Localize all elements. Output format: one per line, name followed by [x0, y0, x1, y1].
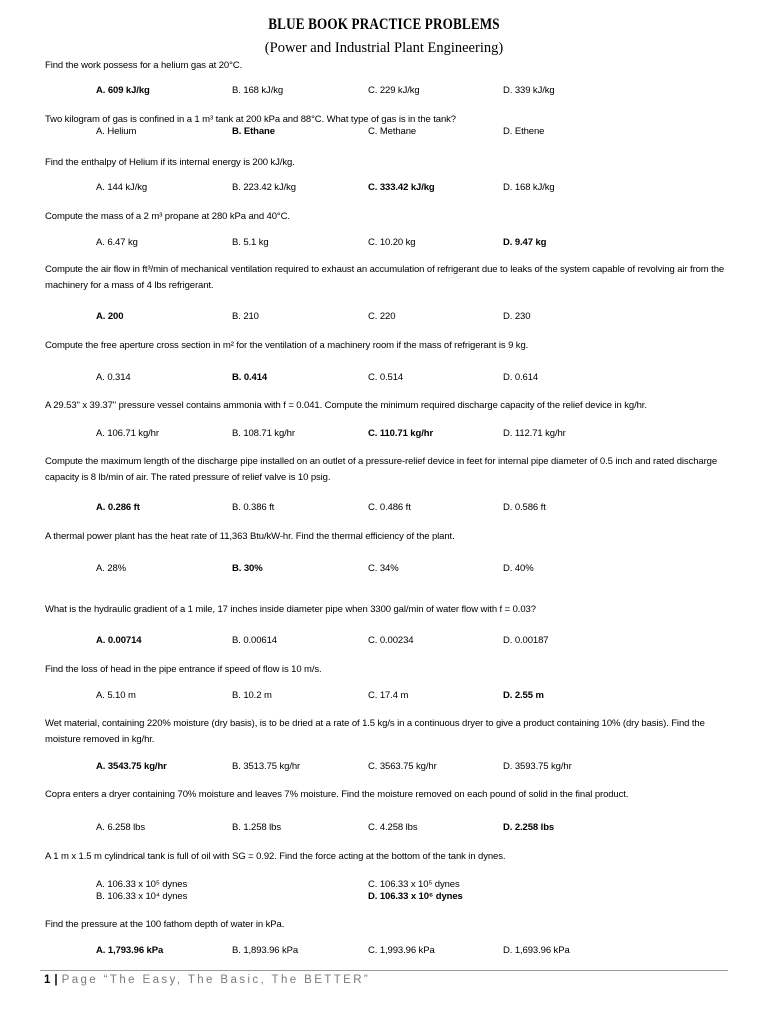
question-3-option-b[interactable]: B. 223.42 kJ/kg [232, 182, 296, 193]
question-3-option-c[interactable]: C. 333.42 kJ/kg [368, 182, 435, 193]
question-7-option-a[interactable]: A. 106.71 kg/hr [96, 428, 159, 439]
footer-separator: | [54, 974, 58, 986]
question-5-option-c[interactable]: C. 220 [368, 311, 396, 322]
question-6-option-c[interactable]: C. 0.514 [368, 372, 404, 383]
question-2-option-a[interactable]: A. Helium [96, 126, 137, 137]
question-13-option-a[interactable]: A. 6.258 lbs [96, 822, 145, 833]
question-6-option-b[interactable]: B. 0.414 [232, 372, 268, 383]
question-7-text: A 29.53" x 39.37" pressure vessel contains ammonia with f = 0.041. Compute the minimum required discharge capacity of the relief device in kg/hr. [45, 400, 647, 411]
question-5-text: Compute the air flow in ft³/min of mechanical ventilation required to exhaust an accumulation of refrigerant due to leaks of the system capable of revolving air from the machinery for a mass of 4 lbs refrigerant. [45, 264, 725, 291]
footer-divider [40, 970, 728, 971]
page-number: 1 [44, 974, 51, 986]
page-title: BLUE BOOK PRACTICE PROBLEMS [268, 16, 500, 33]
question-11-option-c[interactable]: C. 17.4 m [368, 690, 409, 701]
question-2-option-c[interactable]: C. Methane [368, 126, 417, 137]
question-3-text: Find the enthalpy of Helium if its internal energy is 200 kJ/kg. [45, 157, 295, 168]
question-4-option-b[interactable]: B. 5.1 kg [232, 237, 269, 248]
question-8-option-c[interactable]: C. 0.486 ft [368, 502, 411, 513]
question-6-text: Compute the free aperture cross section in m² for the ventilation of a machinery room if the mass of refrigerant is 9 kg. [45, 340, 529, 351]
question-11-option-b[interactable]: B. 10.2 m [232, 690, 272, 701]
question-5-option-a[interactable]: A. 200 [96, 311, 124, 322]
question-8-option-b[interactable]: B. 0.386 ft [232, 502, 275, 513]
question-10-text: What is the hydraulic gradient of a 1 mile, 17 inches inside diameter pipe when 3300 gal/min of water flow with f = 0.03? [45, 604, 536, 615]
question-3-option-a[interactable]: A. 144 kJ/kg [96, 182, 148, 193]
question-2-option-d[interactable]: D. Ethene [503, 126, 545, 137]
question-1-option-b[interactable]: B. 168 kJ/kg [232, 85, 284, 96]
question-12-text: Wet material, containing 220% moisture (dry basis), is to be dried at a rate of 1.5 kg/s in a continuous dryer to give a product containing 10% (dry basis). Find the moisture removed in kg/hr. [45, 718, 705, 745]
question-1-option-d[interactable]: D. 339 kJ/kg [503, 85, 555, 96]
question-15-option-b[interactable]: B. 1,893.96 kPa [232, 945, 299, 956]
question-12-option-d[interactable]: D. 3593.75 kg/hr [503, 761, 572, 772]
question-1-option-c[interactable]: C. 229 kJ/kg [368, 85, 420, 96]
question-4-text: Compute the mass of a 2 m³ propane at 280 kPa and 40°C. [45, 211, 290, 222]
question-15-text: Find the pressure at the 100 fathom depth of water in kPa. [45, 919, 285, 930]
question-15-option-d[interactable]: D. 1,693.96 kPa [503, 945, 570, 956]
question-10-option-d[interactable]: D. 0.00187 [503, 635, 549, 646]
question-4-option-d[interactable]: D. 9.47 kg [503, 237, 547, 248]
question-15-option-c[interactable]: C. 1,993.96 kPa [368, 945, 435, 956]
question-12-option-c[interactable]: C. 3563.75 kg/hr [368, 761, 437, 772]
footer-text: Page “The Easy, The Basic, The BETTER” [61, 974, 371, 986]
question-6-option-d[interactable]: D. 0.614 [503, 372, 539, 383]
question-5-option-b[interactable]: B. 210 [232, 311, 259, 322]
question-7-option-c[interactable]: C. 110.71 kg/hr [368, 428, 434, 439]
question-5-option-d[interactable]: D. 230 [503, 311, 531, 322]
question-15-option-a[interactable]: A. 1,793.96 kPa [96, 945, 164, 956]
question-14-option-c[interactable]: C. 106.33 x 10⁵ dynes [368, 879, 460, 890]
question-2-option-b[interactable]: B. Ethane [232, 126, 275, 137]
question-13-option-c[interactable]: C. 4.258 lbs [368, 822, 418, 833]
question-4-option-a[interactable]: A. 6.47 kg [96, 237, 138, 248]
question-14-option-a[interactable]: A. 106.33 x 10⁵ dynes [96, 879, 188, 890]
question-6-option-a[interactable]: A. 0.314 [96, 372, 131, 383]
question-10-option-c[interactable]: C. 0.00234 [368, 635, 414, 646]
question-10-option-b[interactable]: B. 0.00614 [232, 635, 277, 646]
page-footer [44, 974, 370, 986]
question-13-option-d[interactable]: D. 2.258 lbs [503, 822, 555, 833]
question-11-option-a[interactable]: A. 5.10 m [96, 690, 136, 701]
question-9-text: A thermal power plant has the heat rate of 11,363 Btu/kW-hr. Find the thermal efficiency of the plant. [45, 531, 455, 542]
question-9-option-d[interactable]: D. 40% [503, 563, 534, 574]
question-13-option-b[interactable]: B. 1.258 lbs [232, 822, 281, 833]
question-10-option-a[interactable]: A. 0.00714 [96, 635, 142, 646]
question-12-option-b[interactable]: B. 3513.75 kg/hr [232, 761, 301, 772]
question-12-option-a[interactable]: A. 3543.75 kg/hr [96, 761, 167, 772]
question-1-text: Find the work possess for a helium gas at 20°C. [45, 60, 243, 71]
question-1-option-a[interactable]: A. 609 kJ/kg [96, 85, 150, 96]
question-9-option-b[interactable]: B. 30% [232, 563, 263, 574]
question-7-option-d[interactable]: D. 112.71 kg/hr [503, 428, 566, 439]
question-7-option-b[interactable]: B. 108.71 kg/hr [232, 428, 295, 439]
question-9-option-a[interactable]: A. 28% [96, 563, 127, 574]
page-subtitle: (Power and Industrial Plant Engineering) [264, 40, 504, 56]
question-4-option-c[interactable]: C. 10.20 kg [368, 237, 416, 248]
question-9-option-c[interactable]: C. 34% [368, 563, 399, 574]
question-14-text: A 1 m x 1.5 m cylindrical tank is full of oil with SG = 0.92. Find the force acting at the bottom of the tank in dynes. [45, 851, 506, 862]
question-11-text: Find the loss of head in the pipe entrance if speed of flow is 10 m/s. [45, 664, 322, 675]
question-14-option-d[interactable]: D. 106.33 x 10⁶ dynes [368, 891, 463, 902]
question-11-option-d[interactable]: D. 2.55 m [503, 690, 544, 701]
question-8-text: Compute the maximum length of the discharge pipe installed on an outlet of a pressure-relief device in feet for internal pipe diameter of 0.5 inch and rated discharge capacity is 8 lb/min of air. The rated pressure of relief valve is 10 psig. [45, 456, 718, 483]
question-14-option-b[interactable]: B. 106.33 x 10⁴ dynes [96, 891, 188, 902]
question-8-option-d[interactable]: D. 0.586 ft [503, 502, 546, 513]
question-2-text: Two kilogram of gas is confined in a 1 m³ tank at 200 kPa and 88°C. What type of gas is in the tank? [45, 114, 456, 125]
question-13-text: Copra enters a dryer containing 70% moisture and leaves 7% moisture. Find the moisture removed on each pound of solid in the final product. [45, 789, 629, 800]
question-8-option-a[interactable]: A. 0.286 ft [96, 502, 140, 513]
question-3-option-d[interactable]: D. 168 kJ/kg [503, 182, 555, 193]
